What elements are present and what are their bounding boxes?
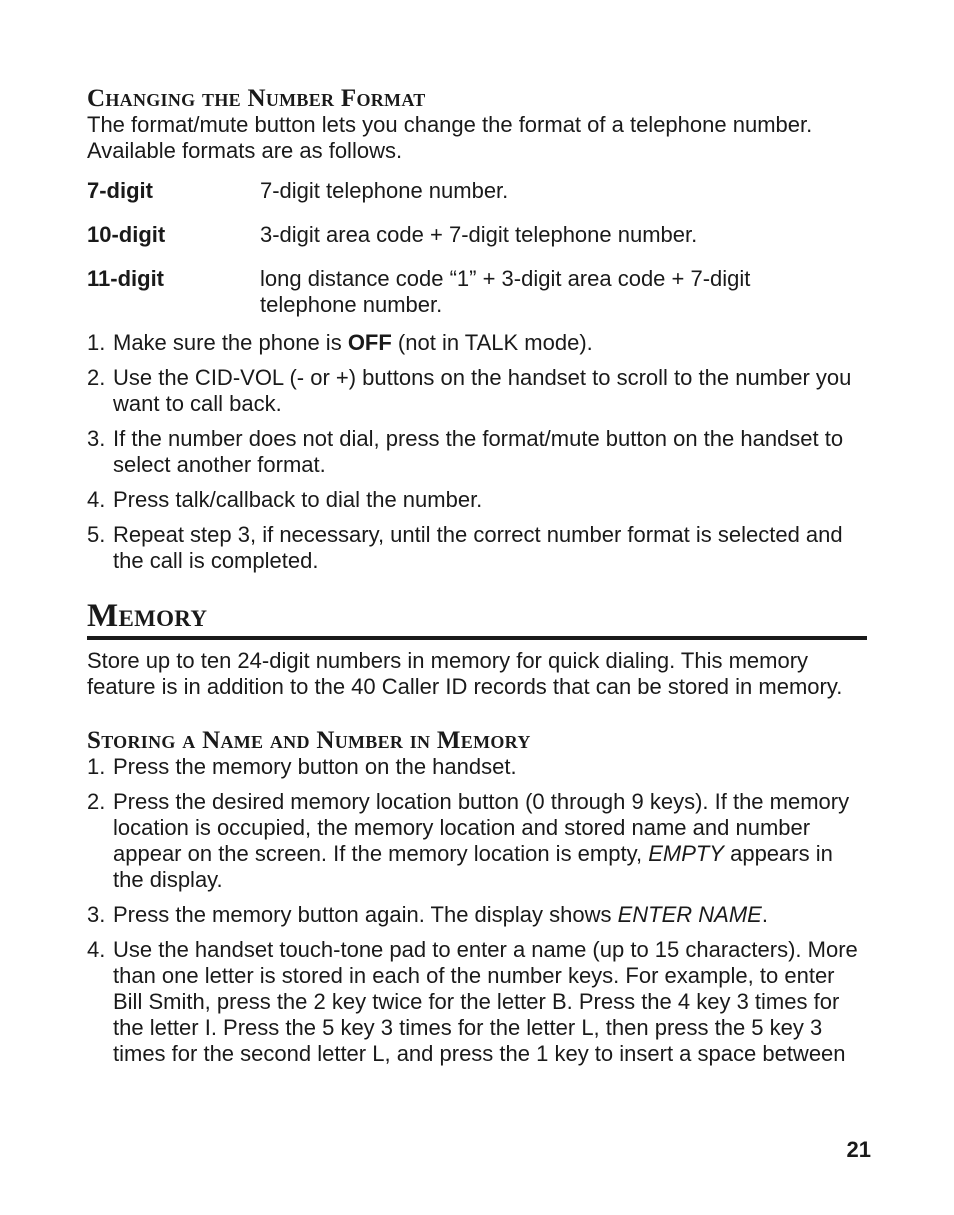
format-table (87, 178, 867, 318)
step-number: 3. (87, 426, 106, 451)
format-key: 10-digit (87, 222, 166, 247)
step-text-post: appears in the display. (113, 841, 833, 892)
step-number: 1. (87, 754, 106, 779)
number-format-intro: The format/mute button lets you change the format of a telephone number. Available formats are as follows. (87, 112, 813, 163)
format-description: 7-digit telephone number. (260, 178, 509, 203)
list-item (87, 937, 867, 1067)
list-item (87, 330, 867, 356)
step-number: 4. (87, 937, 106, 962)
step-text-bold: OFF (347, 330, 392, 355)
step-number: 2. (87, 789, 106, 814)
step-number: 5. (87, 522, 106, 547)
list-item (87, 426, 867, 478)
manual-page (87, 86, 867, 1076)
section-heading-storing-name: Storing a Name and Number in Memory (87, 727, 531, 754)
step-text: Press talk/callback to dial the number. (113, 487, 483, 512)
page-number: 21 (846, 1137, 871, 1162)
step-number: 3. (87, 902, 106, 927)
memory-intro: Store up to ten 24-digit numbers in memory for quick dialing. This memory feature is in addition to the 40 Caller ID records that can be stored in memory. (87, 648, 843, 699)
step-text-pre: Press the desired memory location button (0 through 9 keys). If the memory location is occupied, the memory location and stored name and number appear on the screen. If the memory location is empty, (113, 789, 850, 866)
list-item (87, 902, 867, 928)
step-text-italic: ENTER NAME (617, 902, 762, 927)
list-item (87, 522, 867, 574)
format-row (87, 178, 867, 204)
list-item (87, 487, 867, 513)
list-item (87, 789, 867, 893)
step-text-post: (not in TALK mode). (391, 330, 593, 355)
section-heading-number-format: Changing the Number Format (87, 85, 426, 112)
number-format-steps (87, 330, 867, 574)
section-heading-memory: Memory (87, 599, 867, 640)
step-number: 4. (87, 487, 106, 512)
step-text-pre: Press the memory button again. The display shows (113, 902, 618, 927)
step-text: Repeat step 3, if necessary, until the correct number format is selected and the call is completed. (113, 522, 843, 573)
format-description: long distance code “1” + 3-digit area code + 7-digit telephone number. (260, 266, 751, 317)
step-number: 2. (87, 365, 106, 390)
step-text: Use the CID-VOL (- or +) buttons on the handset to scroll to the number you want to call back. (113, 365, 852, 416)
step-text-italic: EMPTY (648, 841, 724, 866)
storing-steps (87, 754, 867, 1067)
format-row (87, 222, 867, 248)
step-text-pre: Make sure the phone is (113, 330, 348, 355)
list-item (87, 754, 867, 780)
step-text-post: . (761, 902, 768, 927)
format-key: 7-digit (87, 178, 153, 203)
format-row (87, 266, 867, 318)
step-text: Use the handset touch-tone pad to enter a name (up to 15 characters). More than one letter is stored in each of the number keys. For example, to enter Bill Smith, press the 2 key twice for the letter B. Press the 4 key 3 times for the letter I. Press the 5 key 3 times for the letter L, then press the 5 key 3 times for the second letter L, and press the 1 key to insert a space between (113, 937, 858, 1066)
format-key: 11-digit (87, 266, 165, 291)
step-text: Press the memory button on the handset. (113, 754, 517, 779)
list-item (87, 365, 867, 417)
format-description: 3-digit area code + 7-digit telephone number. (260, 222, 698, 247)
step-text: If the number does not dial, press the format/mute button on the handset to select another format. (113, 426, 844, 477)
step-number: 1. (87, 330, 106, 355)
